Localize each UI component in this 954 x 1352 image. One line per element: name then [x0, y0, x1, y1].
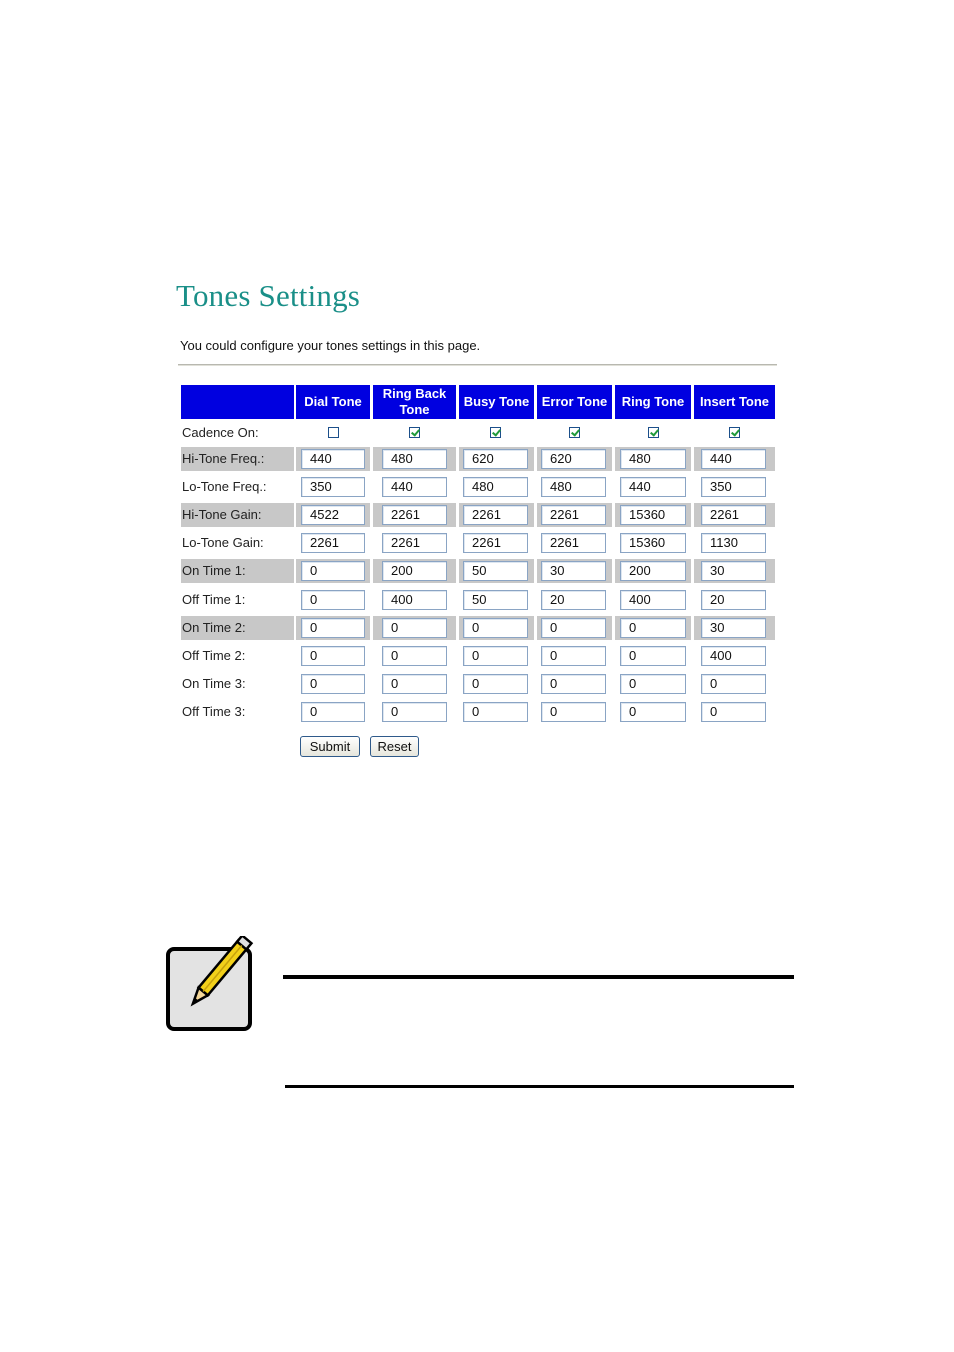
- tone-value-input[interactable]: 480: [541, 477, 606, 497]
- tone-value-input[interactable]: 0: [541, 618, 606, 638]
- tone-value-input[interactable]: 0: [541, 674, 606, 694]
- row-label-cadence-on: Cadence On:: [182, 425, 259, 440]
- tone-value-input[interactable]: 0: [541, 702, 606, 722]
- tone-value-input[interactable]: 2261: [541, 505, 606, 525]
- row-label: Lo-Tone Gain:: [182, 535, 264, 550]
- page-title: Tones Settings: [176, 278, 361, 313]
- tone-value-input[interactable]: 620: [541, 449, 606, 469]
- cadence-checkbox[interactable]: [409, 427, 420, 438]
- column-header: Insert Tone: [694, 385, 775, 419]
- column-header: Dial Tone: [296, 385, 370, 419]
- tone-value-input[interactable]: 440: [301, 449, 365, 469]
- column-header: Ring Tone: [615, 385, 691, 419]
- tone-value-input[interactable]: 1130: [701, 533, 766, 553]
- tone-value-input[interactable]: 0: [620, 646, 686, 666]
- tone-value-input[interactable]: 30: [701, 561, 766, 581]
- tone-value-input[interactable]: 350: [301, 477, 365, 497]
- tone-value-input[interactable]: 0: [541, 646, 606, 666]
- tone-value-input[interactable]: 2261: [382, 533, 447, 553]
- column-header: Busy Tone: [459, 385, 534, 419]
- tone-value-input[interactable]: 0: [463, 618, 528, 638]
- pencil-note-icon: [165, 936, 265, 1039]
- tone-value-input[interactable]: 4522: [301, 505, 365, 525]
- tone-value-input[interactable]: 2261: [382, 505, 447, 525]
- tone-value-input[interactable]: 400: [701, 646, 766, 666]
- cadence-checkbox[interactable]: [569, 427, 580, 438]
- tone-value-input[interactable]: 620: [463, 449, 528, 469]
- note-rule-top: [283, 975, 794, 979]
- cadence-checkbox[interactable]: [648, 427, 659, 438]
- row-label: Lo-Tone Freq.:: [182, 479, 267, 494]
- tone-value-input[interactable]: 0: [701, 674, 766, 694]
- cadence-checkbox[interactable]: [729, 427, 740, 438]
- tone-value-input[interactable]: 0: [620, 702, 686, 722]
- tone-value-input[interactable]: 2261: [701, 505, 766, 525]
- tone-value-input[interactable]: 30: [541, 561, 606, 581]
- tone-value-input[interactable]: 50: [463, 561, 528, 581]
- tone-value-input[interactable]: 200: [620, 561, 686, 581]
- tone-value-input[interactable]: 2261: [301, 533, 365, 553]
- reset-button[interactable]: Reset: [370, 736, 419, 757]
- tone-value-input[interactable]: 0: [620, 674, 686, 694]
- tone-value-input[interactable]: 0: [701, 702, 766, 722]
- tone-value-input[interactable]: 2261: [463, 505, 528, 525]
- column-header: Error Tone: [537, 385, 612, 419]
- header-corner: [181, 385, 294, 419]
- tone-value-input[interactable]: 0: [620, 618, 686, 638]
- tone-value-input[interactable]: 0: [301, 561, 365, 581]
- tone-value-input[interactable]: 350: [701, 477, 766, 497]
- tone-value-input[interactable]: 0: [301, 674, 365, 694]
- page-description: You could configure your tones settings in this page.: [180, 338, 481, 353]
- tone-value-input[interactable]: 2261: [463, 533, 528, 553]
- tone-value-input[interactable]: 480: [463, 477, 528, 497]
- tone-value-input[interactable]: 0: [463, 646, 528, 666]
- tone-value-input[interactable]: 0: [382, 674, 447, 694]
- tone-value-input[interactable]: 0: [463, 702, 528, 722]
- row-label: Hi-Tone Freq.:: [182, 451, 265, 466]
- note-rule-bottom: [285, 1085, 794, 1088]
- tone-value-input[interactable]: 0: [301, 702, 365, 722]
- tone-value-input[interactable]: 400: [382, 590, 447, 610]
- tone-value-input[interactable]: 30: [701, 618, 766, 638]
- tone-value-input[interactable]: 200: [382, 561, 447, 581]
- cadence-checkbox[interactable]: [490, 427, 501, 438]
- row-label: Off Time 2:: [182, 648, 246, 663]
- tone-value-input[interactable]: 0: [301, 646, 365, 666]
- tone-value-input[interactable]: 0: [463, 674, 528, 694]
- tone-value-input[interactable]: 2261: [541, 533, 606, 553]
- tone-value-input[interactable]: 440: [382, 477, 447, 497]
- tone-value-input[interactable]: 480: [620, 449, 686, 469]
- tone-value-input[interactable]: 0: [382, 702, 447, 722]
- cadence-checkbox[interactable]: [328, 427, 339, 438]
- tone-value-input[interactable]: 0: [301, 590, 365, 610]
- row-label: Hi-Tone Gain:: [182, 507, 262, 522]
- header-divider: [178, 364, 777, 366]
- tone-value-input[interactable]: 0: [382, 646, 447, 666]
- tone-value-input[interactable]: 400: [620, 590, 686, 610]
- tone-value-input[interactable]: 15360: [620, 505, 686, 525]
- tone-value-input[interactable]: 480: [382, 449, 447, 469]
- tone-value-input[interactable]: 20: [701, 590, 766, 610]
- row-label: On Time 2:: [182, 620, 246, 635]
- submit-button[interactable]: Submit: [300, 736, 360, 757]
- row-label: Off Time 1:: [182, 592, 246, 607]
- tone-value-input[interactable]: 440: [620, 477, 686, 497]
- tone-value-input[interactable]: 50: [463, 590, 528, 610]
- column-header: Ring Back Tone: [373, 385, 456, 419]
- tone-value-input[interactable]: 15360: [620, 533, 686, 553]
- tone-value-input[interactable]: 440: [701, 449, 766, 469]
- row-label: On Time 3:: [182, 676, 246, 691]
- row-label: On Time 1:: [182, 563, 246, 578]
- row-label: Off Time 3:: [182, 704, 246, 719]
- tone-value-input[interactable]: 0: [301, 618, 365, 638]
- tone-value-input[interactable]: 0: [382, 618, 447, 638]
- tone-value-input[interactable]: 20: [541, 590, 606, 610]
